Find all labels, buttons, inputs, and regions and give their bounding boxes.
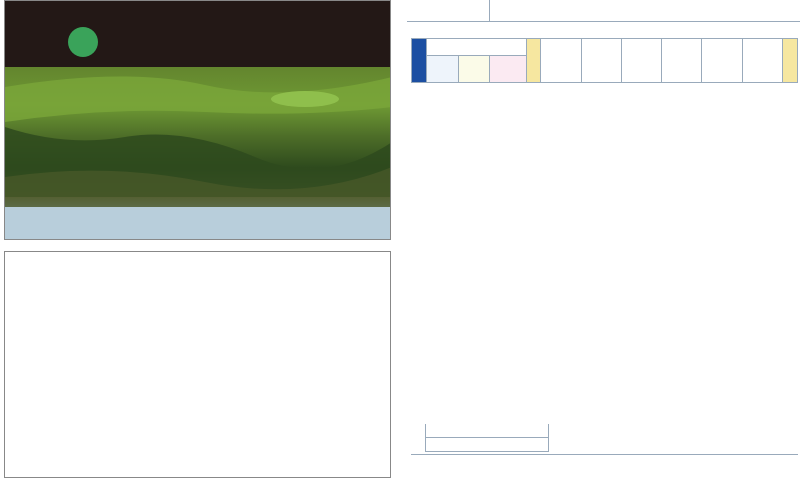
net-score-label [425,438,549,452]
cover-panel [4,0,391,240]
local-rules-box [4,251,391,478]
hole-header [412,39,427,83]
course-photo [5,67,390,240]
going-out-table [411,38,798,83]
sub-header [407,22,800,34]
hdcp-header [783,39,798,83]
cover-header [5,1,390,67]
reg-header [458,56,490,83]
scorecard [407,0,800,481]
yardage-header [426,39,526,56]
scorecard-header [407,0,800,22]
handicap-label [425,424,549,438]
par-header [526,39,541,83]
club-logo [68,27,98,57]
back-header [426,56,458,83]
ladies-header [490,56,526,83]
course-photo-art [5,67,391,240]
